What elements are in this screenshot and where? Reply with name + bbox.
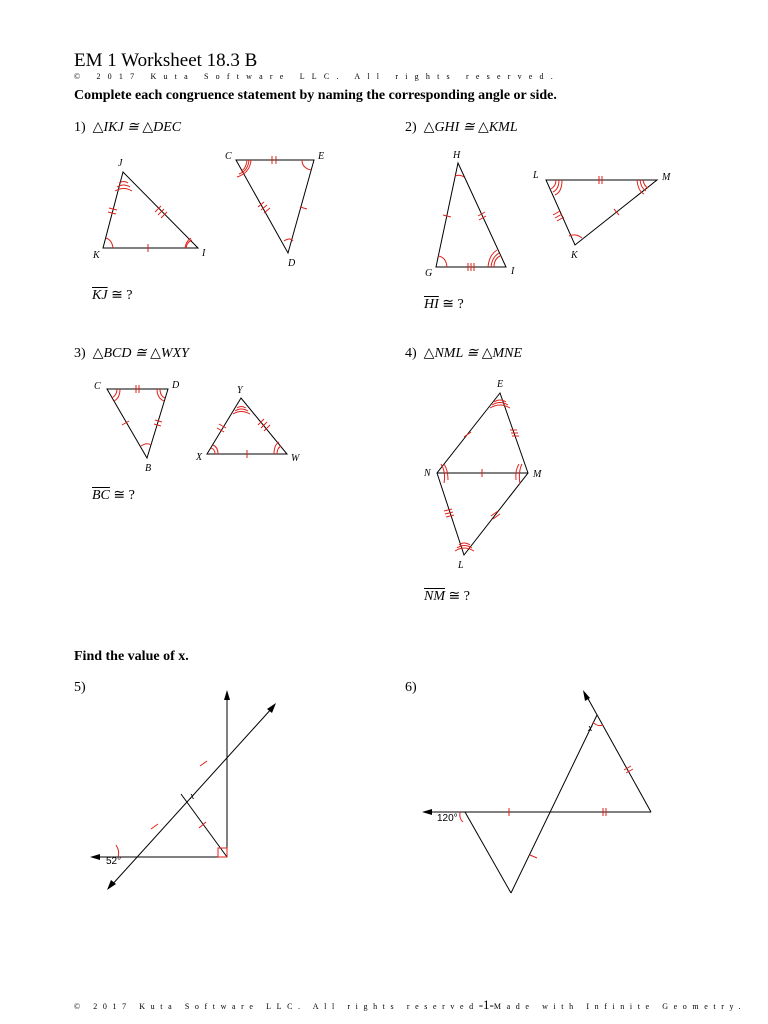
congruence-statement: △NML ≅ △MNE [423, 346, 523, 361]
vertex-label-k: K [93, 250, 100, 261]
question-segment: $\overline{KJ}$ [92, 288, 108, 303]
figure-triangle-ikj [92, 158, 206, 261]
section-2-instructions: Find the value of x. [74, 649, 189, 664]
vertex-label-g: G [425, 268, 433, 279]
footer-copyright: © 2017 Kuta Software LLC. All rights reserved [74, 1002, 479, 1011]
vertex-label-c: C [94, 381, 101, 392]
vertex-label-y: Y [237, 385, 243, 396]
figure-quadrilateral-nmle [423, 379, 542, 571]
figure-problem-6 [422, 690, 651, 893]
angle-label: 52° [106, 856, 122, 867]
figure-triangle-kml [532, 170, 671, 261]
worksheet-title: EM 1 Worksheet 18.3 B [74, 50, 258, 71]
vertex-label-d: D [288, 258, 296, 269]
congruence-statement: △IKJ ≅ △DEC [92, 120, 182, 135]
figure-problem-5 [90, 690, 276, 890]
congruence-statement: △GHI ≅ △KML [423, 120, 518, 135]
question-segment: $\overline{BC}$ [92, 488, 110, 503]
vertex-label-n: N [424, 468, 431, 479]
vertex-label-c: C [225, 151, 232, 162]
vertex-label-l: L [458, 560, 464, 571]
vertex-label-w: W [291, 453, 300, 464]
vertex-label-e: E [497, 379, 504, 390]
question-segment: $\overline{NM}$ [424, 589, 445, 604]
vertex-label-d: D [172, 380, 180, 391]
problem-number: 1) [74, 120, 86, 135]
figure-triangle-bcd [94, 380, 180, 474]
problem-5-number: 5) [74, 680, 86, 695]
figure-triangle-dec [225, 151, 324, 269]
problem-6-number: 6) [405, 680, 417, 695]
arrowhead-icon [422, 809, 432, 815]
congruence-statement: △BCD ≅ △WXY [92, 346, 189, 361]
vertex-label-e: E [318, 151, 325, 162]
vertex-label-x: X [196, 452, 203, 463]
vertex-label-k: K [571, 250, 578, 261]
question-segment: $\overline{HI}$ [424, 297, 439, 312]
vertex-label-m: M [662, 172, 671, 183]
variable-label-x: x [588, 723, 593, 734]
instructions: Complete each congruence statement by naming the corresponding angle or side. [74, 88, 557, 103]
vertex-label-l: L [533, 170, 539, 181]
vertex-label-b: B [145, 463, 152, 474]
footer-made-with: Made with Infinite Geometry. [493, 1002, 747, 1011]
copyright-header: © 2017 Kuta Software LLC. All rights reserved. [74, 72, 560, 81]
arrowhead-icon [90, 854, 100, 860]
problem-number: 2) [405, 120, 417, 135]
arrowhead-icon [224, 690, 230, 700]
question-suffix: ≅ ? [107, 288, 133, 303]
vertex-label-h: H [453, 150, 461, 161]
question-suffix: ≅ ? [438, 297, 464, 312]
vertex-label-i: I [511, 266, 515, 277]
angle-label: 120° [437, 813, 458, 824]
variable-label-x: x [190, 791, 195, 802]
figure-triangle-ghi [425, 150, 515, 279]
question-suffix: ≅ ? [445, 589, 470, 604]
problem-number: 4) [405, 346, 417, 361]
footer-page-number: -1- [478, 997, 494, 1012]
vertex-label-j: J [118, 158, 123, 169]
question-suffix: ≅ ? [109, 488, 135, 503]
footer [74, 997, 746, 1013]
problem-number: 3) [74, 346, 86, 361]
vertex-label-i: I [202, 248, 206, 259]
figure-triangle-wxy [195, 385, 301, 464]
vertex-label-m: M [533, 469, 542, 480]
